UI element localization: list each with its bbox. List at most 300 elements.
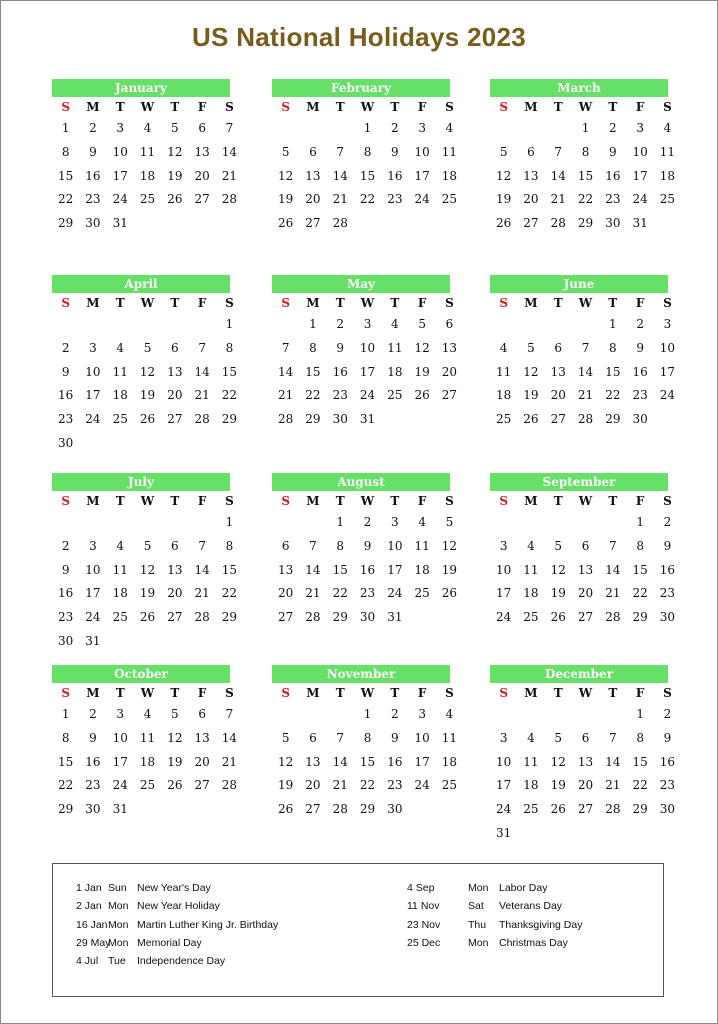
day-cell: 15 — [332, 562, 348, 577]
day-cell: 10 — [414, 730, 430, 745]
empty-cell — [107, 313, 134, 337]
day-cell: 31 — [85, 633, 101, 648]
day-cell: 23 — [387, 778, 403, 793]
day-cell: 4 — [527, 730, 535, 745]
page-title: US National Holidays 2023 — [191, 22, 527, 52]
empty-cell — [134, 313, 161, 337]
month-days-grid — [490, 491, 676, 630]
day-cell: 13 — [278, 562, 294, 577]
day-cell: 11 — [112, 364, 128, 379]
day-cell: 7 — [554, 144, 563, 159]
day-cell: 28 — [605, 802, 621, 817]
day-cell: 10 — [112, 144, 128, 159]
day-cell: 22 — [632, 586, 648, 601]
month-january — [52, 79, 238, 236]
day-cell: 22 — [577, 192, 594, 207]
empty-cell — [599, 703, 626, 727]
day-cell: 28 — [332, 216, 348, 231]
weekday-label: S — [225, 494, 234, 508]
day-cell: 24 — [359, 388, 376, 403]
day-cell: 5 — [418, 317, 426, 331]
day-cell: 12 — [139, 562, 156, 577]
weekday-label: T — [335, 686, 345, 700]
weekday-label: T — [390, 494, 400, 508]
month-days-grid — [490, 97, 676, 236]
holiday-date: 4 Jul — [76, 955, 99, 968]
weekday-label: T — [170, 296, 180, 310]
month-august — [272, 473, 458, 630]
day-cell: 1 — [581, 121, 590, 135]
day-cell: 2 — [391, 121, 399, 135]
day-cell: 11 — [139, 730, 156, 745]
day-cell: 3 — [499, 730, 508, 745]
day-cell: 7 — [309, 538, 317, 553]
day-cell: 22 — [332, 586, 348, 601]
empty-cell — [327, 703, 354, 727]
day-cell: 10 — [496, 754, 512, 769]
day-cell: 10 — [85, 562, 101, 577]
day-cell: 27 — [305, 216, 321, 231]
day-cell: 31 — [496, 825, 512, 840]
weekday-label: T — [553, 100, 563, 114]
day-cell: 5 — [171, 121, 179, 135]
day-cell: 22 — [305, 388, 321, 403]
day-cell: 4 — [116, 340, 125, 355]
day-cell: 3 — [116, 707, 125, 721]
day-cell: 7 — [225, 121, 234, 135]
day-cell: 22 — [58, 778, 74, 793]
holiday-date: 1 Jan — [76, 882, 102, 894]
day-cell: 12 — [167, 144, 183, 159]
day-cell: 12 — [278, 754, 294, 769]
weekday-label: W — [578, 494, 593, 508]
holiday-name: Thanksgiving Day — [499, 918, 583, 931]
empty-cell — [327, 117, 354, 141]
day-cell: 4 — [143, 707, 152, 721]
day-cell: 3 — [89, 340, 97, 355]
month-days-grid — [52, 491, 238, 654]
day-cell: 31 — [112, 802, 128, 817]
day-cell: 2 — [663, 707, 672, 721]
day-cell: 17 — [112, 168, 128, 183]
day-cell: 10 — [414, 144, 430, 159]
weekday-label: S — [281, 494, 290, 508]
weekday-label: T — [170, 100, 180, 114]
weekday-label: S — [445, 100, 454, 114]
day-cell: 29 — [605, 412, 621, 427]
day-cell: 28 — [550, 216, 566, 231]
day-cell: 13 — [441, 340, 458, 355]
day-cell: 17 — [359, 364, 376, 379]
empty-cell — [545, 703, 572, 727]
day-cell: 21 — [194, 388, 210, 403]
day-cell: 4 — [499, 340, 508, 355]
day-cell: 6 — [171, 538, 179, 553]
day-cell: 21 — [278, 388, 294, 403]
weekday-label: W — [360, 686, 375, 700]
day-cell: 11 — [112, 562, 128, 577]
day-cell: 8 — [225, 538, 234, 553]
day-cell: 25 — [139, 778, 156, 793]
day-cell: 20 — [577, 586, 594, 601]
weekday-label: S — [225, 686, 234, 700]
day-cell: 5 — [527, 340, 535, 355]
day-cell: 27 — [441, 388, 458, 403]
day-cell: 5 — [143, 538, 152, 553]
day-cell: 12 — [278, 168, 294, 183]
day-cell: 24 — [112, 778, 128, 793]
weekday-label: S — [281, 686, 290, 700]
day-cell: 25 — [112, 412, 128, 427]
day-cell: 7 — [281, 340, 290, 355]
holiday-date: 16 Jan — [76, 918, 108, 931]
day-cell: 13 — [305, 168, 321, 183]
month-header: June — [490, 275, 668, 293]
month-days-grid — [52, 97, 238, 236]
day-cell: 27 — [167, 412, 183, 427]
day-cell: 22 — [58, 192, 74, 207]
day-cell: 8 — [225, 340, 234, 355]
day-cell: 4 — [143, 121, 152, 135]
weekday-label: F — [417, 494, 427, 508]
month-header: September — [490, 473, 668, 491]
day-cell: 29 — [221, 412, 238, 427]
empty-cell — [490, 703, 517, 727]
weekday-label: S — [445, 494, 454, 508]
day-cell: 10 — [387, 538, 403, 553]
day-cell: 23 — [85, 778, 101, 793]
empty-cell — [52, 511, 79, 535]
day-cell: 5 — [281, 144, 290, 159]
day-cell: 19 — [441, 562, 458, 577]
day-cell: 16 — [359, 562, 376, 577]
day-cell: 30 — [58, 633, 74, 648]
weekday-label: T — [553, 686, 563, 700]
day-cell: 2 — [61, 538, 70, 553]
day-cell: 5 — [171, 707, 179, 721]
day-cell: 15 — [605, 364, 621, 379]
day-cell: 11 — [496, 364, 512, 379]
weekday-label: W — [140, 100, 155, 114]
day-cell: 23 — [632, 388, 648, 403]
day-cell: 13 — [523, 168, 539, 183]
empty-cell — [599, 511, 626, 535]
day-cell: 15 — [577, 168, 594, 183]
day-cell: 2 — [363, 515, 372, 529]
day-cell: 26 — [550, 802, 566, 817]
weekday-label: F — [197, 686, 207, 700]
day-cell: 31 — [112, 216, 128, 231]
day-cell: 16 — [58, 586, 74, 601]
day-cell: 23 — [659, 586, 676, 601]
weekday-label: S — [499, 686, 508, 700]
day-cell: 11 — [414, 538, 430, 553]
empty-cell — [572, 511, 599, 535]
day-cell: 12 — [414, 340, 430, 355]
day-cell: 19 — [496, 192, 512, 207]
day-cell: 18 — [496, 388, 512, 403]
day-cell: 6 — [581, 730, 590, 745]
day-cell: 22 — [221, 388, 238, 403]
holiday-name: Christmas Day — [499, 936, 568, 949]
day-cell: 28 — [605, 610, 621, 625]
day-cell: 30 — [85, 216, 101, 231]
day-cell: 25 — [112, 610, 128, 625]
day-cell: 31 — [632, 216, 648, 231]
empty-cell — [490, 117, 517, 141]
day-cell: 1 — [363, 707, 372, 721]
day-cell: 13 — [167, 364, 183, 379]
day-cell: 6 — [309, 730, 317, 745]
day-cell: 31 — [359, 412, 376, 427]
weekday-label: M — [524, 100, 538, 114]
day-cell: 14 — [194, 364, 210, 379]
weekday-label: F — [197, 296, 207, 310]
day-cell: 17 — [632, 168, 648, 183]
weekday-label: F — [197, 494, 207, 508]
holiday-weekday: Mon — [108, 936, 129, 949]
day-cell: 1 — [61, 707, 70, 721]
day-cell: 14 — [605, 562, 621, 577]
weekday-label: S — [61, 494, 70, 508]
day-cell: 20 — [305, 778, 321, 793]
month-december — [490, 665, 676, 846]
day-cell: 17 — [496, 778, 512, 793]
day-cell: 23 — [605, 192, 621, 207]
day-cell: 18 — [523, 586, 539, 601]
weekday-label: S — [663, 100, 672, 114]
day-cell: 6 — [554, 340, 563, 355]
day-cell: 14 — [305, 562, 321, 577]
holiday-weekday: Sun — [108, 882, 127, 894]
day-cell: 2 — [663, 515, 672, 529]
day-cell: 27 — [278, 610, 294, 625]
day-cell: 17 — [659, 364, 676, 379]
day-cell: 17 — [414, 754, 430, 769]
empty-cell — [572, 703, 599, 727]
weekday-label: M — [306, 686, 320, 700]
day-cell: 19 — [414, 364, 430, 379]
empty-cell — [299, 511, 326, 535]
empty-cell — [299, 703, 326, 727]
day-cell: 17 — [387, 562, 403, 577]
day-cell: 17 — [496, 586, 512, 601]
day-cell: 8 — [336, 538, 345, 553]
day-cell: 30 — [359, 610, 376, 625]
day-cell: 5 — [499, 144, 508, 159]
weekday-label: M — [306, 296, 320, 310]
day-cell: 4 — [116, 538, 125, 553]
day-cell: 4 — [445, 707, 454, 721]
day-cell: 29 — [577, 216, 594, 231]
day-cell: 18 — [387, 364, 403, 379]
weekday-label: M — [86, 494, 100, 508]
day-cell: 12 — [550, 754, 566, 769]
day-cell: 9 — [636, 340, 644, 355]
day-cell: 30 — [58, 435, 74, 450]
day-cell: 16 — [58, 388, 74, 403]
day-cell: 29 — [305, 412, 321, 427]
day-cell: 29 — [632, 610, 648, 625]
day-cell: 8 — [363, 730, 372, 745]
day-cell: 29 — [221, 610, 238, 625]
holiday-name: Memorial Day — [137, 936, 202, 949]
month-november — [272, 665, 458, 822]
day-cell: 11 — [523, 754, 539, 769]
month-may — [272, 275, 458, 432]
empty-cell — [517, 313, 544, 337]
empty-cell — [545, 511, 572, 535]
day-cell: 25 — [659, 192, 676, 207]
day-cell: 20 — [305, 192, 321, 207]
day-cell: 14 — [332, 754, 348, 769]
day-cell: 16 — [605, 168, 621, 183]
month-days-grid — [52, 683, 238, 822]
day-cell: 21 — [194, 586, 210, 601]
day-cell: 2 — [636, 317, 644, 331]
day-cell: 27 — [194, 778, 210, 793]
weekday-label: S — [445, 686, 454, 700]
weekday-label: S — [499, 100, 508, 114]
empty-cell — [572, 313, 599, 337]
day-cell: 21 — [332, 778, 348, 793]
holiday-list — [52, 863, 664, 997]
day-cell: 10 — [496, 562, 512, 577]
day-cell: 12 — [550, 562, 566, 577]
day-cell: 19 — [167, 754, 183, 769]
day-cell: 1 — [636, 707, 644, 721]
holiday-name: Independence Day — [137, 955, 226, 968]
day-cell: 11 — [387, 340, 403, 355]
day-cell: 17 — [414, 168, 430, 183]
day-cell: 10 — [359, 340, 376, 355]
day-cell: 17 — [85, 586, 101, 601]
day-cell: 11 — [659, 144, 676, 159]
day-cell: 21 — [221, 168, 238, 183]
weekday-label: T — [335, 100, 345, 114]
day-cell: 7 — [198, 538, 206, 553]
weekday-label: T — [608, 686, 618, 700]
day-cell: 8 — [363, 144, 372, 159]
weekday-label: T — [390, 100, 400, 114]
day-cell: 9 — [391, 144, 399, 159]
day-cell: 28 — [577, 412, 594, 427]
weekday-label: T — [608, 494, 618, 508]
day-cell: 6 — [171, 340, 179, 355]
month-september — [490, 473, 676, 630]
weekday-label: T — [115, 686, 125, 700]
holiday-weekday: Mon — [108, 900, 129, 913]
day-cell: 21 — [605, 778, 621, 793]
day-cell: 10 — [112, 730, 128, 745]
day-cell: 10 — [85, 364, 101, 379]
day-cell: 2 — [61, 340, 70, 355]
day-cell: 24 — [387, 586, 403, 601]
day-cell: 30 — [659, 802, 676, 817]
weekday-label: T — [608, 100, 618, 114]
day-cell: 27 — [305, 802, 321, 817]
day-cell: 24 — [496, 610, 512, 625]
holiday-name: Martin Luther King Jr. Birthday — [137, 918, 279, 931]
month-header: October — [52, 665, 230, 683]
empty-cell — [517, 703, 544, 727]
day-cell: 18 — [139, 168, 156, 183]
weekday-label: S — [663, 686, 672, 700]
weekday-label: W — [578, 100, 593, 114]
month-days-grid — [272, 683, 458, 822]
day-cell: 4 — [445, 121, 454, 135]
holiday-weekday: Mon — [468, 936, 489, 949]
day-cell: 11 — [139, 144, 156, 159]
month-header: August — [272, 473, 450, 491]
day-cell: 27 — [167, 610, 183, 625]
day-cell: 9 — [61, 364, 70, 379]
day-cell: 6 — [445, 317, 454, 331]
day-cell: 29 — [58, 802, 74, 817]
holiday-name: Labor Day — [499, 882, 548, 894]
day-cell: 30 — [332, 412, 348, 427]
weekday-label: S — [281, 296, 290, 310]
empty-cell — [188, 313, 215, 337]
empty-cell — [79, 511, 106, 535]
day-cell: 24 — [414, 192, 430, 207]
day-cell: 16 — [332, 364, 348, 379]
weekday-label: W — [140, 686, 155, 700]
empty-cell — [517, 117, 544, 141]
weekday-label: T — [115, 494, 125, 508]
day-cell: 1 — [225, 515, 234, 529]
day-cell: 30 — [387, 802, 403, 817]
day-cell: 9 — [89, 730, 97, 745]
day-cell: 3 — [418, 707, 426, 721]
day-cell: 26 — [139, 610, 156, 625]
day-cell: 3 — [363, 317, 372, 331]
day-cell: 11 — [441, 730, 458, 745]
day-cell: 8 — [636, 538, 644, 553]
day-cell: 19 — [278, 192, 294, 207]
day-cell: 6 — [198, 121, 206, 135]
weekday-label: W — [360, 100, 375, 114]
day-cell: 7 — [336, 144, 345, 159]
day-cell: 1 — [225, 317, 234, 331]
weekday-label: W — [578, 686, 593, 700]
day-cell: 20 — [194, 168, 210, 183]
day-cell: 14 — [550, 168, 566, 183]
day-cell: 22 — [632, 778, 648, 793]
month-february — [272, 79, 458, 236]
day-cell: 26 — [167, 192, 183, 207]
weekday-label: S — [499, 296, 508, 310]
day-cell: 15 — [58, 754, 74, 769]
day-cell: 10 — [659, 340, 676, 355]
day-cell: 20 — [441, 364, 458, 379]
weekday-label: S — [663, 494, 672, 508]
day-cell: 25 — [441, 192, 458, 207]
day-cell: 27 — [523, 216, 539, 231]
day-cell: 1 — [363, 121, 372, 135]
day-cell: 10 — [632, 144, 648, 159]
empty-cell — [188, 511, 215, 535]
day-cell: 19 — [550, 778, 566, 793]
day-cell: 13 — [194, 730, 210, 745]
weekday-label: W — [140, 296, 155, 310]
weekday-label: M — [524, 296, 538, 310]
day-cell: 18 — [414, 562, 430, 577]
weekday-label: F — [417, 686, 427, 700]
day-cell: 23 — [58, 610, 74, 625]
month-days-grid — [272, 97, 458, 236]
day-cell: 17 — [85, 388, 101, 403]
